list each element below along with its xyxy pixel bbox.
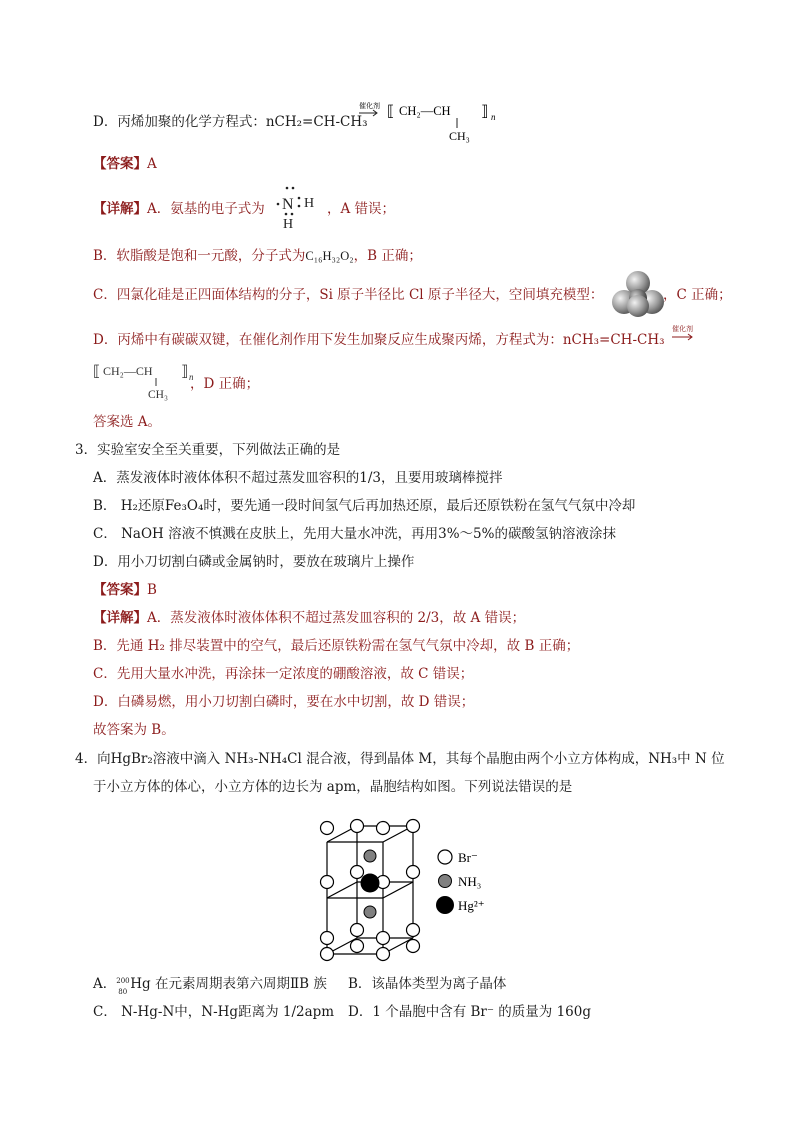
q4-stem1-text: 4．向HgBr₂溶液中滴入 NH₃-NH₄Cl 混合液，得到晶体 M，其每个晶胞由两个小立方体构成，NH₃中 N 位 xyxy=(75,751,725,767)
hg-center xyxy=(361,874,380,893)
poly-n: n xyxy=(491,112,496,122)
q2-conclusion xyxy=(93,412,161,432)
q3-answer-value: B xyxy=(147,582,157,598)
answer-label: 【答案】 xyxy=(93,156,147,172)
catalyst-label: 催化剂 xyxy=(359,102,380,110)
q2-explain-b xyxy=(93,246,422,266)
q3-explain-b-text: B．先通 H₂ 排尽装置中的空气，最后还原铁粉需在氢气气氛中冷却，故 B 正确； xyxy=(93,638,580,654)
q4-stem2-text: 于小立方体的体心，小立方体的边长为 apm，晶胞结构如图。下列说法错误的是 xyxy=(93,779,573,795)
crystal-cell-figure xyxy=(310,806,510,964)
legend-swatch-br xyxy=(438,850,452,864)
q4-option-a: A． 200 80 Hg 在元素周期表第六周期ⅡB 族 xyxy=(93,974,327,994)
polypropylene-structure-d xyxy=(93,356,193,402)
answer-value: A xyxy=(147,156,157,172)
svg-text:⟦: ⟦ xyxy=(93,364,101,380)
q3-answer-label: 【答案】 xyxy=(93,582,147,598)
poly-ch3-d: CH₃ xyxy=(148,389,168,401)
explain-a-text: A．氨基的电子式为 xyxy=(147,201,265,217)
q3-option-b xyxy=(93,496,635,516)
q3-conclusion-text: 故答案为 B。 xyxy=(93,722,175,738)
q3-stem-text: 3．实验室安全至关重要，下列做法正确的是 xyxy=(75,442,341,458)
explain-d-text: D．丙烯中有碳碳双键，在催化剂作用下发生加聚反应生成聚丙烯，方程式为：nCH₃=CH-CH₃ xyxy=(93,332,665,348)
q4-option-d-text: D．1 个晶胞中含有 Br⁻ 的质量为 160g xyxy=(348,1004,591,1020)
hg-atomic-number: 80 xyxy=(118,988,128,996)
poly-main: CH₂—CH xyxy=(399,104,451,118)
legend-swatch-hg xyxy=(436,896,454,914)
svg-text:⟧: ⟧ xyxy=(181,364,189,380)
q2-answer xyxy=(93,154,157,174)
q3-explain-c-text: C．先用大量水冲洗，再涂抹一定浓度的硼酸溶液，故 C 错误； xyxy=(93,666,474,682)
q3-option-a xyxy=(93,468,502,488)
q3-option-d xyxy=(93,552,414,572)
q2-explain-a-tail xyxy=(327,199,395,219)
explain-b-tail: ，B 正确； xyxy=(353,248,422,264)
q4-option-b-text: B．该晶体类型为离子晶体 xyxy=(348,976,507,992)
q2-conclusion-text: 答案选 A。 xyxy=(93,414,162,430)
amino-electron-dot xyxy=(271,184,327,230)
nh3-bottom xyxy=(364,906,376,918)
poly-main-d: CH₂—CH xyxy=(103,364,153,378)
palmitic-formula: C₁₆H₃₂O₂ xyxy=(305,249,354,263)
q4-option-a-text: Hg 在元素周期表第六周期ⅡB 族 xyxy=(130,976,327,992)
explain-c-tail: ，C 正确； xyxy=(663,287,732,303)
q2-explain-c-tail xyxy=(663,285,732,305)
q3-conclusion xyxy=(93,720,175,740)
h-atom-right: H xyxy=(304,196,315,211)
q3-option-c xyxy=(93,524,616,544)
legend-label-hg: Hg²⁺ xyxy=(458,898,485,913)
hg-isotope-label xyxy=(116,974,130,994)
q2-explain-d-tail xyxy=(190,374,259,394)
q2-explain-c xyxy=(93,285,603,305)
sicl4-space-filling-model xyxy=(611,270,665,320)
nh3-top xyxy=(364,850,376,862)
q3-explain-a-text: A．蒸发液体时液体体积不超过蒸发皿容积的 2/3，故 A 错误； xyxy=(147,610,526,626)
svg-text:⟧: ⟧ xyxy=(481,104,489,120)
n-atom: N xyxy=(282,196,294,213)
q4-option-c-text: C． N-Hg-N中，N-Hg距离为 1/2apm xyxy=(93,1004,335,1020)
q3-explain-label: 【详解】 xyxy=(93,610,147,626)
poly-ch3: CH₃ xyxy=(449,129,470,143)
legend xyxy=(436,850,485,914)
explain-b-text: B．软脂酸是饱和一元酸，分子式为 xyxy=(93,248,306,264)
q3-option-d-text: D．用小刀切割白磷或金属钠时，要放在玻璃片上操作 xyxy=(93,554,415,570)
q3-explain-d-text: D．白磷易燃，用小刀切割白磷时，要在水中切割，故 D 错误； xyxy=(93,694,475,710)
q4-stem-line1 xyxy=(75,749,725,769)
q4-option-d xyxy=(348,1002,591,1022)
q3-option-b-text: B． H₂还原Fe₃O₄时，要先通一段时间氢气后再加热还原，最后还原铁粉在氢气气氛中冷却 xyxy=(93,498,636,514)
legend-label-nh3: NH₃ xyxy=(458,874,482,889)
q3-option-c-text: C． NaOH 溶液不慎溅在皮肤上，先用大量水冲洗，再用3%～5%的碳酸氢钠溶液涂抹 xyxy=(93,526,616,542)
q3-option-a-text: A．蒸发液体时液体体积不超过蒸发皿容积的1/3，且要用玻璃棒搅拌 xyxy=(93,470,503,486)
q4-option-c xyxy=(93,1002,334,1022)
h-atom-bottom: H xyxy=(283,217,294,230)
legend-swatch-nh3 xyxy=(439,875,452,888)
q2-option-d-text: D．丙烯加聚的化学方程式：nCH₂=CH-CH₃ xyxy=(93,114,368,130)
catalyst-arrow-d xyxy=(670,322,700,346)
q3-explain-c xyxy=(93,664,473,684)
q3-explain-d xyxy=(93,692,474,712)
explain-a-tail: ，A 错误； xyxy=(327,201,396,217)
q2-explain-d xyxy=(93,330,665,350)
explain-d-tail: ，D 正确； xyxy=(190,376,260,392)
q3-answer xyxy=(93,580,157,600)
explain-c-text: C．四氯化硅是正四面体结构的分子，Si 原子半径比 Cl 原子半径大，空间填充模型： xyxy=(93,287,604,303)
legend-label-br: Br⁻ xyxy=(458,850,478,865)
q3-explain-b xyxy=(93,636,579,656)
q2-option-d xyxy=(93,112,368,132)
q3-stem xyxy=(75,440,340,460)
q4-stem-line2 xyxy=(93,777,572,797)
hg-mass-number: 200 xyxy=(116,977,130,985)
polypropylene-structure xyxy=(355,94,515,146)
q3-explain-a xyxy=(93,608,525,628)
q4-option-b xyxy=(348,974,506,994)
catalyst-label-d: 催化剂 xyxy=(672,325,693,333)
q2-explain-a xyxy=(93,199,265,219)
svg-text:⟦: ⟦ xyxy=(387,104,395,120)
explain-label: 【详解】 xyxy=(93,201,147,217)
